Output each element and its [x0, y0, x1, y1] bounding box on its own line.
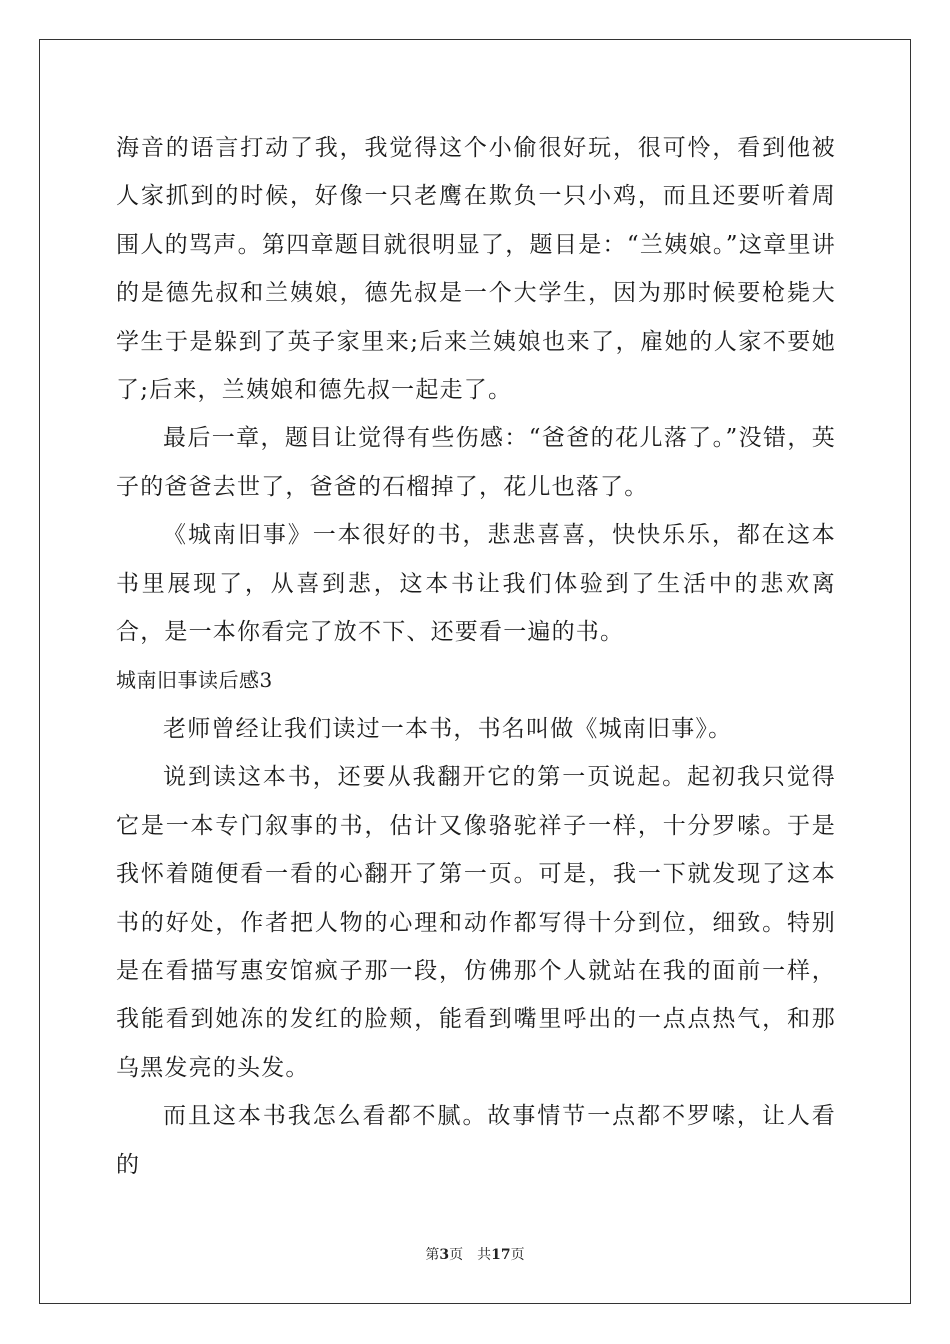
paragraph: 老师曾经让我们读过一本书，书名叫做《城南旧事》。: [163, 715, 733, 742]
paragraph-continuation: 海音的语言打动了我，我觉得这个小偷很好玩，很可怜，看到他被人家抓到的时候，好像一只老鹰在欺负一只小鸡，而且还要听着周围人的骂声。第四章题目就很明显了，题目是：“兰姨娘。”这章里讲的是德先叔和兰姨娘，德先叔是一个大学生，因为那时候要枪毙大学生于是躲到了英子家里来;后来兰姨娘也来了，雇她的人家不要她了;后来，兰姨娘和德先叔一起走了。: [116, 135, 836, 404]
page-total: 17: [491, 1247, 511, 1263]
page-footer: [0, 1245, 950, 1265]
paragraph: 说到读这本书，还要从我翻开它的第一页说起。起初我只觉得它是一本专门叙事的书，估计又像骆驼祥子一样，十分罗嗦。于是我怀着随便看一看的心翻开了第一页。可是，我一下就发现了这本书的好处，作者把人物的心理和动作都写得十分到位，细致。特别是在看描写惠安馆疯子那一段，仿佛那个人就站在我的面前一样，我能看到她冻的发红的脸颊，能看到嘴里呼出的一点点热气，和那乌黑发亮的头发。: [116, 764, 836, 1081]
paragraph: 《城南旧事》一本很好的书，悲悲喜喜，快快乐乐，都在这本书里展现了，从喜到悲，这本书让我们体验到了生活中的悲欢离合，是一本你看完了放不下、还要看一遍的书。: [116, 522, 836, 646]
section-heading: 城南旧事读后感3: [116, 668, 273, 693]
total-suffix: 页: [510, 1247, 525, 1263]
total-prefix: 共: [477, 1247, 492, 1263]
page-prefix: 第: [425, 1247, 440, 1263]
paragraph: 而且这本书我怎么看都不腻。故事情节一点都不罗嗦，让人看的: [116, 1103, 836, 1178]
page-suffix: 页: [449, 1247, 464, 1263]
document-body: [116, 124, 836, 1189]
paragraph: 最后一章，题目让觉得有些伤感：“爸爸的花儿落了。”没错，英子的爸爸去世了，爸爸的石榴掉了，花儿也落了。: [116, 425, 836, 500]
page-current: 3: [439, 1247, 450, 1263]
